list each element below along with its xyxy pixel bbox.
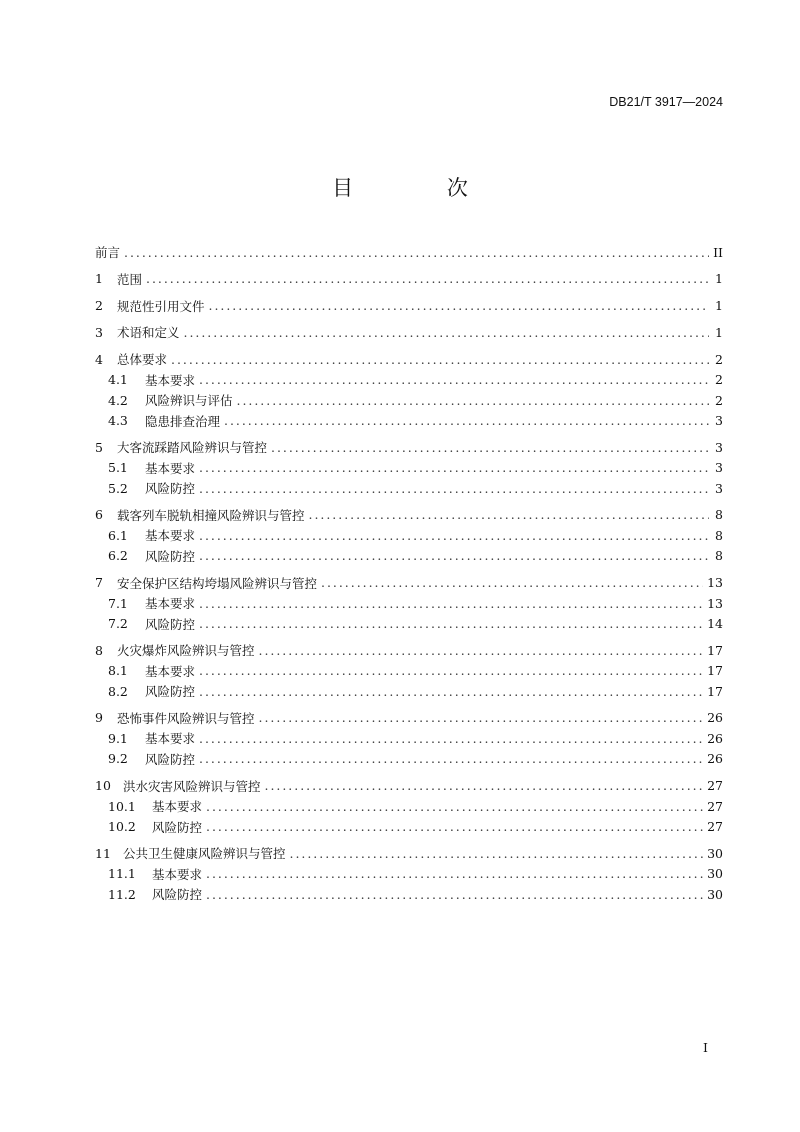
- toc-entry-label: 恐怖事件风险辨识与管控: [117, 710, 255, 726]
- toc-entry-label: 基本要求: [145, 372, 196, 388]
- toc-entry-label: 火灾爆炸风险辨识与管控: [117, 643, 255, 659]
- dot-leader: [206, 819, 703, 834]
- toc-entry-label: 风险防控: [145, 548, 196, 564]
- toc-entry-number: 5: [95, 439, 103, 455]
- dot-leader: [199, 731, 703, 746]
- toc-entry-number: 7.1: [108, 595, 128, 611]
- toc-entry-page: 30: [707, 886, 723, 902]
- toc-entry-number: 6.1: [108, 527, 128, 543]
- toc-entry[interactable]: [95, 708, 723, 729]
- toc-entry[interactable]: [95, 593, 723, 614]
- toc-entry-label: 安全保护区结构垮塌风险辨识与管控: [117, 575, 318, 591]
- toc-entry-number: 10.1: [108, 798, 136, 814]
- toc-entry-page: 2: [715, 392, 723, 408]
- toc-entry-number: 2: [95, 298, 103, 314]
- toc-entry-number: 7: [95, 575, 103, 591]
- toc-entry[interactable]: [95, 269, 723, 290]
- toc-entry-number: 11: [95, 845, 111, 861]
- dot-leader: [321, 575, 703, 590]
- toc-entry-label: 基本要求: [152, 799, 203, 815]
- toc-entry-number: 5.2: [108, 480, 128, 496]
- toc-entry-page: 30: [707, 866, 723, 882]
- toc-entry-page: 3: [715, 460, 723, 476]
- toc-entry-page: 17: [707, 663, 723, 679]
- toc-entry-number: 6: [95, 507, 103, 523]
- toc-entry-number: 11.1: [108, 866, 136, 882]
- toc-entry[interactable]: [95, 661, 723, 682]
- toc-entry[interactable]: [95, 864, 723, 885]
- toc-entry-number: 4: [95, 351, 103, 367]
- dot-leader: [199, 528, 709, 543]
- toc-entry[interactable]: [95, 546, 723, 567]
- toc-entry-label: 术语和定义: [117, 325, 180, 341]
- dot-leader: [199, 616, 703, 631]
- toc-entry[interactable]: [95, 478, 723, 499]
- toc-entry-page: 8: [715, 507, 723, 523]
- toc-entry-page: 17: [707, 642, 723, 658]
- toc-entry-number: 9.1: [108, 730, 128, 746]
- dot-leader: [199, 751, 703, 766]
- toc-entry-number: 5.1: [108, 460, 128, 476]
- toc-entry-page: 2: [715, 372, 723, 387]
- toc-entry-page: 3: [715, 439, 723, 455]
- dot-leader: [199, 596, 703, 611]
- dot-leader: [309, 507, 709, 522]
- toc-entry-label: 公共卫生健康风险辨识与管控: [123, 846, 286, 862]
- dot-leader: [206, 866, 703, 881]
- toc-entry-label: 前言: [95, 245, 121, 261]
- toc-entry-label: 范围: [117, 271, 143, 287]
- toc-entry-page: 26: [707, 751, 723, 767]
- dot-leader: [184, 325, 709, 340]
- toc-entry-label: 风险防控: [145, 481, 196, 497]
- dot-leader: [271, 440, 709, 455]
- toc-entry[interactable]: [95, 884, 723, 905]
- standard-number: DB21/T 3917—2024: [609, 95, 723, 109]
- toc-entry[interactable]: [95, 572, 723, 593]
- dot-leader: [259, 643, 704, 658]
- toc-entry-label: 洪水灾害风险辨识与管控: [123, 778, 261, 794]
- dot-leader: [171, 352, 709, 367]
- toc-entry[interactable]: [95, 242, 723, 263]
- toc-entry[interactable]: [95, 775, 723, 796]
- toc-entry[interactable]: [95, 349, 723, 370]
- toc-entry-page: 27: [707, 798, 723, 814]
- toc-entry-page: 17: [707, 683, 723, 699]
- toc-entry-label: 基本要求: [145, 596, 196, 612]
- toc-entry-number: 8.2: [108, 683, 128, 699]
- toc-entry-number: 4.1: [108, 372, 128, 387]
- toc-entry-number: 9: [95, 710, 103, 726]
- dot-leader: [206, 799, 703, 814]
- toc-entry-label: 基本要求: [145, 460, 196, 476]
- toc-entry-label: 隐患排查治理: [145, 413, 221, 429]
- toc-entry[interactable]: [95, 322, 723, 343]
- toc-entry-label: 基本要求: [145, 731, 196, 747]
- page-number: I: [703, 1040, 708, 1055]
- table-of-contents: [95, 242, 723, 905]
- toc-entry-page: 13: [707, 575, 723, 591]
- toc-entry[interactable]: [95, 681, 723, 702]
- toc-entry-label: 总体要求: [117, 352, 168, 367]
- toc-entry-label: 风险防控: [145, 616, 196, 632]
- toc-entry-number: 6.2: [108, 548, 128, 564]
- toc-entry[interactable]: [95, 525, 723, 546]
- dot-leader: [199, 460, 709, 475]
- dot-leader: [209, 298, 709, 313]
- dot-leader: [206, 887, 703, 902]
- toc-entry-page: 30: [707, 845, 723, 861]
- toc-entry[interactable]: [95, 613, 723, 634]
- toc-entry[interactable]: [95, 437, 723, 458]
- dot-leader: [199, 684, 703, 699]
- toc-entry[interactable]: [95, 796, 723, 817]
- toc-entry-page: 26: [707, 730, 723, 746]
- toc-entry-page: 27: [707, 819, 723, 835]
- dot-leader: [199, 481, 709, 496]
- dot-leader: [199, 663, 703, 678]
- page-title: 目 次: [332, 177, 512, 200]
- toc-entry-label: 基本要求: [145, 663, 196, 679]
- dot-leader: [265, 778, 704, 793]
- toc-entry-label: 风险防控: [145, 751, 196, 767]
- toc-entry[interactable]: [95, 295, 723, 316]
- toc-entry-number: 9.2: [108, 751, 128, 767]
- toc-entry[interactable]: [95, 369, 723, 390]
- toc-entry-page: 26: [707, 710, 723, 726]
- toc-entry-page: 27: [707, 778, 723, 794]
- toc-entry-page: 14: [707, 616, 723, 632]
- toc-entry-page: II: [713, 244, 723, 260]
- toc-entry-page: 8: [715, 548, 723, 564]
- toc-entry[interactable]: [95, 410, 723, 431]
- dot-leader: [124, 245, 709, 260]
- toc-entry-number: 4.2: [108, 392, 128, 408]
- toc-entry[interactable]: [95, 749, 723, 770]
- toc-entry[interactable]: [95, 505, 723, 526]
- toc-entry[interactable]: [95, 390, 723, 411]
- toc-entry-label: 风险辨识与评估: [145, 393, 233, 408]
- toc-entry-page: 8: [715, 527, 723, 543]
- toc-entry[interactable]: [95, 728, 723, 749]
- toc-entry-number: 1: [95, 271, 103, 287]
- toc-entry-number: 3: [95, 324, 103, 340]
- toc-entry-label: 风险防控: [152, 819, 203, 835]
- toc-entry-number: 10.2: [108, 819, 136, 835]
- toc-entry-label: 载客列车脱轨相撞风险辨识与管控: [117, 507, 305, 523]
- toc-entry-label: 风险防控: [152, 887, 203, 903]
- dot-leader: [237, 393, 709, 408]
- toc-entry-number: 4.3: [108, 413, 128, 428]
- dot-leader: [224, 413, 709, 428]
- toc-entry-label: 风险防控: [145, 684, 196, 700]
- dot-leader: [290, 846, 704, 861]
- toc-entry[interactable]: [95, 457, 723, 478]
- toc-entry-number: 7.2: [108, 616, 128, 632]
- toc-entry-page: 13: [707, 595, 723, 611]
- toc-entry[interactable]: [95, 816, 723, 837]
- toc-entry-label: 基本要求: [145, 528, 196, 544]
- toc-entry[interactable]: [95, 640, 723, 661]
- toc-entry-number: 8: [95, 642, 103, 658]
- dot-leader: [199, 548, 709, 563]
- dot-leader: [199, 372, 709, 387]
- toc-entry-page: 1: [715, 324, 723, 340]
- toc-entry-page: 2: [715, 351, 723, 367]
- toc-entry-page: 1: [715, 298, 723, 314]
- toc-entry-number: 11.2: [108, 886, 136, 902]
- dot-leader: [146, 271, 709, 286]
- toc-entry-number: 10: [95, 778, 111, 794]
- toc-entry[interactable]: [95, 843, 723, 864]
- toc-entry-number: 8.1: [108, 663, 128, 679]
- dot-leader: [259, 710, 704, 725]
- toc-entry-page: 1: [715, 271, 723, 287]
- toc-entry-page: 3: [715, 480, 723, 496]
- toc-entry-page: 3: [715, 413, 723, 428]
- toc-entry-label: 基本要求: [152, 866, 203, 882]
- toc-entry-label: 大客流踩踏风险辨识与管控: [117, 440, 268, 456]
- toc-entry-label: 规范性引用文件: [117, 298, 205, 314]
